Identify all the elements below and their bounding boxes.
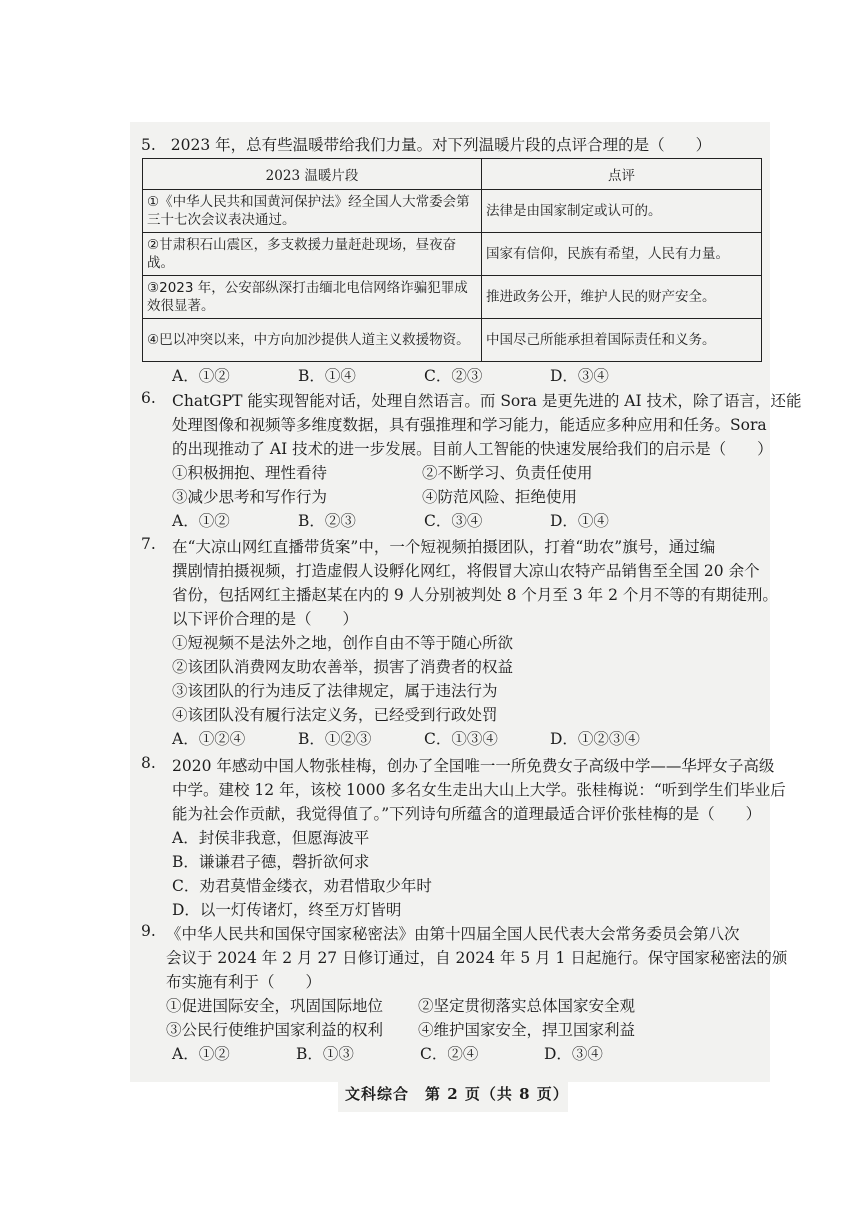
q5-fragment-3: ③2023 年，公安部纵深打击缅北电信网络诈骗犯罪成效很显著。 (143, 276, 482, 319)
q8-line-2: 中学。建校 12 年，该校 1000 多名女生走出大山上大学。张桂梅说：“听到学生们毕业后 (172, 781, 786, 799)
table-row (143, 233, 762, 276)
q7-line-4: 以下评价合理的是（ ） (172, 610, 359, 628)
q9-number: 9. (141, 922, 156, 940)
q5-header-fragment: 2023 温暖片段 (143, 159, 482, 190)
q9-option-b[interactable]: B．①③ (296, 1045, 354, 1063)
q7-item-1: ①短视频不是法外之地，创作自由不等于随心所欲 (172, 634, 514, 652)
q7-item-3: ③该团队的行为违反了法律规定，属于违法行为 (172, 682, 498, 700)
q7-line-2: 撰剧情拍摄视频，打造虚假人设孵化网红，将假冒大凉山农特产品销售至全国 20 余个 (172, 562, 760, 580)
q5-table-header-row (143, 159, 762, 190)
q5-comment-1: 法律是由国家制定或认可的。 (482, 190, 762, 233)
q8-option-a[interactable]: A．封侯非我意，但愿海波平 (172, 829, 370, 847)
table-row (143, 190, 762, 233)
q7-line-3: 省份，包括网红主播赵某在内的 9 人分别被判处 8 个月至 3 年 2 个月不等的有期徒刑。 (172, 586, 778, 604)
q5-comment-2: 国家有信仰，民族有希望，人民有力量。 (482, 233, 762, 276)
q9-item-3: ③公民行使维护国家利益的权利 (166, 1021, 384, 1039)
q5-comment-4: 中国尽己所能承担着国际责任和义务。 (482, 319, 762, 362)
q5-number: 5. (141, 136, 156, 154)
q5-comment-3: 推进政务公开，维护人民的财产安全。 (482, 276, 762, 319)
q9-item-4: ④维护国家安全，捍卫国家利益 (418, 1021, 636, 1039)
q7-option-b[interactable]: B．①②③ (298, 730, 372, 748)
q5-fragment-2: ②甘肃积石山震区，多支救援力量赶赴现场，昼夜奋战。 (143, 233, 482, 276)
q7-item-2: ②该团队消费网友助农善举，损害了消费者的权益 (172, 658, 514, 676)
q8-number: 8. (141, 754, 156, 772)
q9-line-2: 会议于 2024 年 2 月 27 日修订通过，自 2024 年 5 月 1 日起施行。保守国家秘密法的颁 (166, 949, 788, 967)
q5-option-b[interactable]: B．①④ (298, 367, 356, 385)
q6-line-2: 处理图像和视频等多维度数据，具有强推理和学习能力，能适应多种应用和任务。Sora (172, 416, 767, 434)
q7-option-a[interactable]: A．①②④ (172, 730, 246, 748)
q9-option-d[interactable]: D．③④ (544, 1045, 603, 1063)
q8-line-3: 能为社会作贡献，我觉得值了。”下列诗句所蕴含的道理最适合评价张桂梅的是（ ） (172, 805, 762, 823)
q7-option-c[interactable]: C．①③④ (424, 730, 498, 748)
q6-line-3: 的出现推动了 AI 技术的进一步发展。目前人工智能的快速发展给我们的启示是（ ） (172, 440, 773, 458)
q6-option-a[interactable]: A．①② (172, 512, 230, 530)
q5-option-c[interactable]: C．②③ (424, 367, 483, 385)
q9-option-c[interactable]: C．②④ (420, 1045, 479, 1063)
q6-item-4: ④防范风险、拒绝使用 (422, 488, 578, 506)
q6-line-1: ChatGPT 能实现智能对话，处理自然语言。而 Sora 是更先进的 AI 技术，除了语言，还能 (172, 392, 802, 410)
q5-fragment-4: ④巴以冲突以来，中方向加沙提供人道主义救援物资。 (143, 319, 482, 362)
q6-options (172, 509, 732, 531)
q9-option-a[interactable]: A．①② (172, 1045, 230, 1063)
q7-line-1: 在“大凉山网红直播带货案”中，一个短视频拍摄团队，打着“助农”旗号，通过编 (172, 538, 716, 556)
q7-options (172, 727, 732, 749)
q5-header-comment: 点评 (482, 159, 762, 190)
q5-options (172, 364, 732, 386)
table-row (143, 319, 762, 362)
q5-option-d[interactable]: D．③④ (550, 367, 609, 385)
q5-fragment-1: ①《中华人民共和国黄河保护法》经全国人大常委会第三十七次会议表决通过。 (143, 190, 482, 233)
q9-line-3: 布实施有利于（ ） (166, 973, 322, 991)
q9-item-2: ②坚定贯彻落实总体国家安全观 (418, 997, 636, 1015)
q6-item-3: ③减少思考和写作行为 (172, 488, 328, 506)
q6-item-2: ②不断学习、负责任使用 (422, 464, 593, 482)
q7-option-d[interactable]: D．①②③④ (550, 730, 640, 748)
q9-options (172, 1042, 732, 1064)
q6-option-b[interactable]: B．②③ (298, 512, 356, 530)
q5-stem-text: 2023 年，总有些温暖带给我们力量。对下列温暖片段的点评合理的是（ ） (170, 136, 712, 154)
q7-number: 7. (141, 535, 156, 553)
page-footer: 文科综合 第 2 页（共 8 页） (345, 1085, 569, 1103)
table-row (143, 276, 762, 319)
q8-option-b[interactable]: B．谦谦君子德，磬折欲何求 (172, 853, 370, 871)
q7-item-4: ④该团队没有履行法定义务，已经受到行政处罚 (172, 706, 498, 724)
q6-option-c[interactable]: C．③④ (424, 512, 483, 530)
q9-item-1: ①促进国际安全，巩固国际地位 (166, 997, 384, 1015)
q8-option-d[interactable]: D．以一灯传诸灯，终至万灯皆明 (172, 901, 402, 919)
q5-option-a[interactable]: A．①② (172, 367, 230, 385)
q5-table (142, 158, 762, 362)
q9-line-1: 《中华人民共和国保守国家秘密法》由第十四届全国人民代表大会常务委员会第八次 (166, 925, 740, 943)
q8-option-c[interactable]: C．劝君莫惜金缕衣，劝君惜取少年时 (172, 877, 432, 895)
q6-number: 6. (141, 389, 156, 407)
q8-line-1: 2020 年感动中国人物张桂梅，创办了全国唯一一所免费女子高级中学——华坪女子高级 (172, 757, 775, 775)
q6-option-d[interactable]: D．①④ (550, 512, 609, 530)
q6-item-1: ①积极拥抱、理性看待 (172, 464, 328, 482)
q5-stem (141, 133, 711, 155)
